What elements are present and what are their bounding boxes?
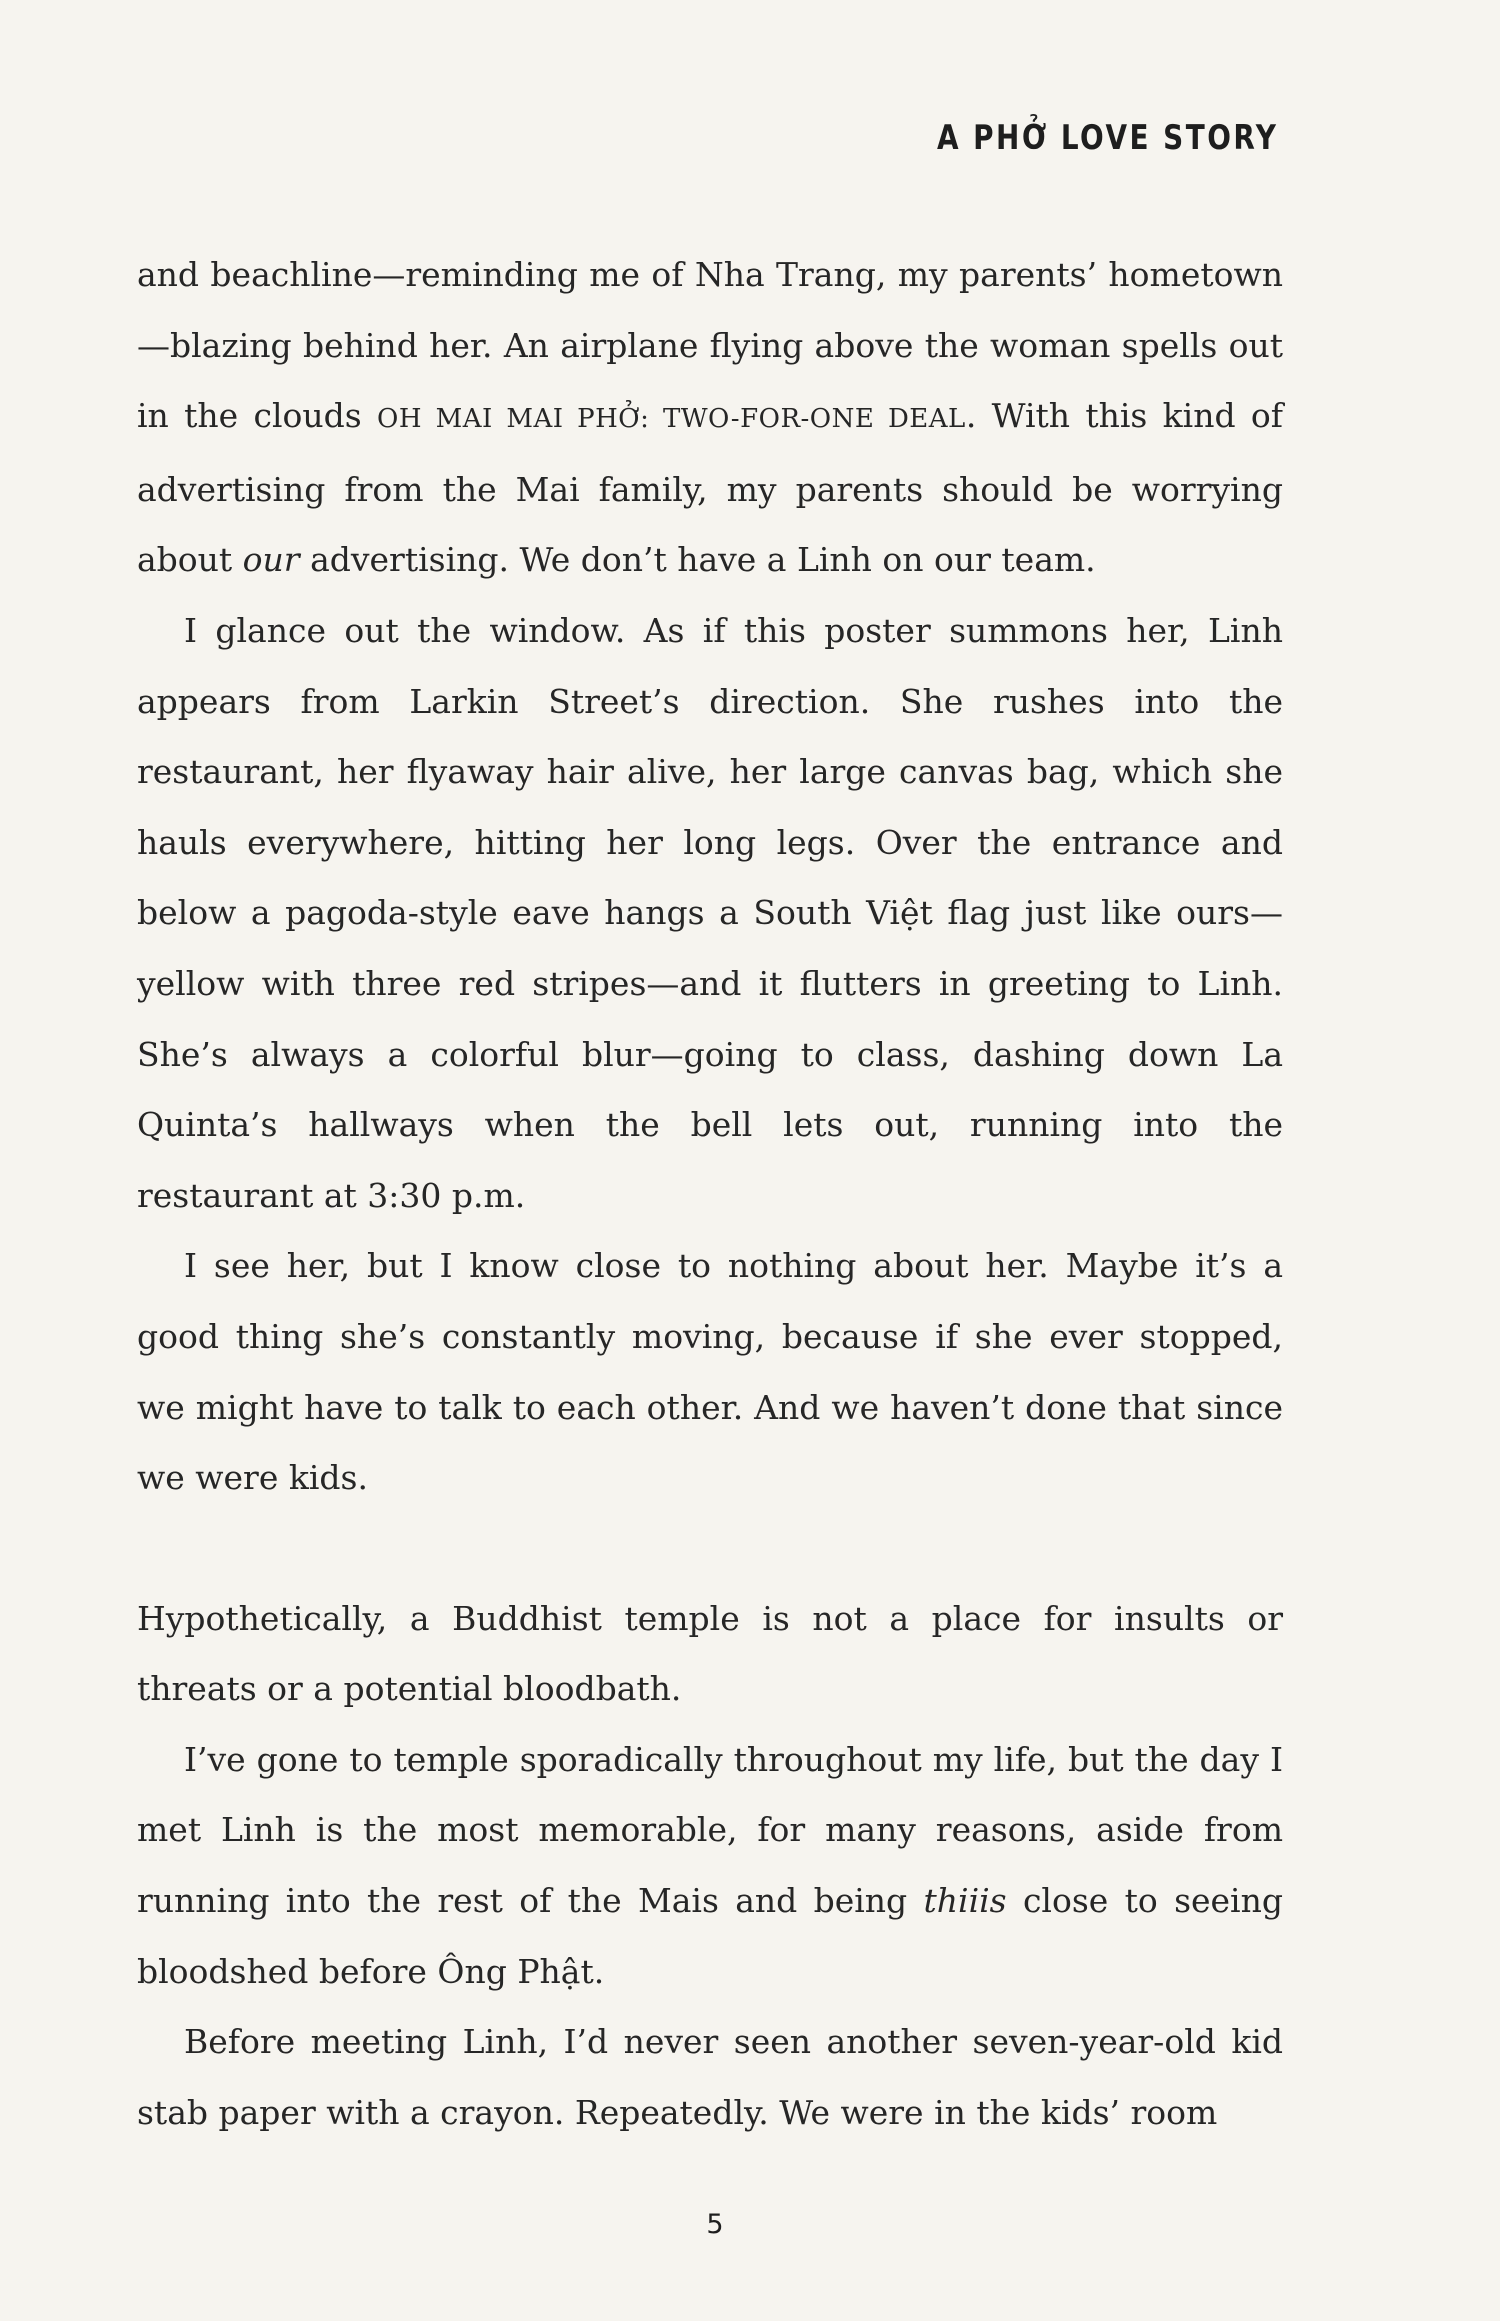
paragraph: Hypothetically, a Buddhist temple is not a place for insults or threats or a potential bloodbath. [137,1598,1283,1709]
page-number: 5 [706,2209,724,2240]
paragraph: I see her, but I know close to nothing about her. Maybe it’s a good thing she’s constantly moving, because if she ever stopped, we might have to talk to each other. And we haven’t done that since we were kids. [137,1246,1283,1498]
skywriting-text: OH MAI MAI PHỞ: TWO-FOR-ONE DEAL [377,404,966,435]
section-break [137,1514,1283,1584]
paragraph: Before meeting Linh, I’d never seen another seven-year-old kid stab paper with a crayon. Repeatedly. We were in the kids’ room [137,2022,1283,2132]
paragraph: I’ve gone to temple sporadically throughout my life, but the day I met Linh is the most memorable, for many reasons, aside from running into the rest of the Mais and being thiiis close to seeing bloodshed before Ông Phật. [137,1739,1283,1991]
paragraph: and beachline—reminding me of Nha Trang, my parents’ hometown—blazing behind her. An airplane flying above the woman spells out in the clouds OH MAI MAI PHỞ: TWO-FOR-ONE DEAL. With this kind of advertising from the Mai family, my parents should be worrying about our advertising. We don’t have a Linh on our team. [137,255,1283,580]
emphasis: thiiis [923,1881,1007,1921]
running-head: A PHỞ LOVE STORY [936,118,1278,158]
paragraph: I glance out the window. As if this poster summons her, Linh appears from Larkin Street’s direction. She rushes into the restaurant, her flyaway hair alive, her large canvas bag, which she hauls everywhere, hitting her long legs. Over the entrance and below a pagoda-style eave hangs a South Việt flag just like ours—yellow with three red stripes—and it flutters in greeting to Linh. She’s always a colorful blur—going to class, dashing down La Quinta’s hallways when the bell lets out, running into the restaurant at 3:30 p.m. [137,610,1283,1215]
emphasis: our [242,540,300,580]
body-text [137,240,1283,2148]
